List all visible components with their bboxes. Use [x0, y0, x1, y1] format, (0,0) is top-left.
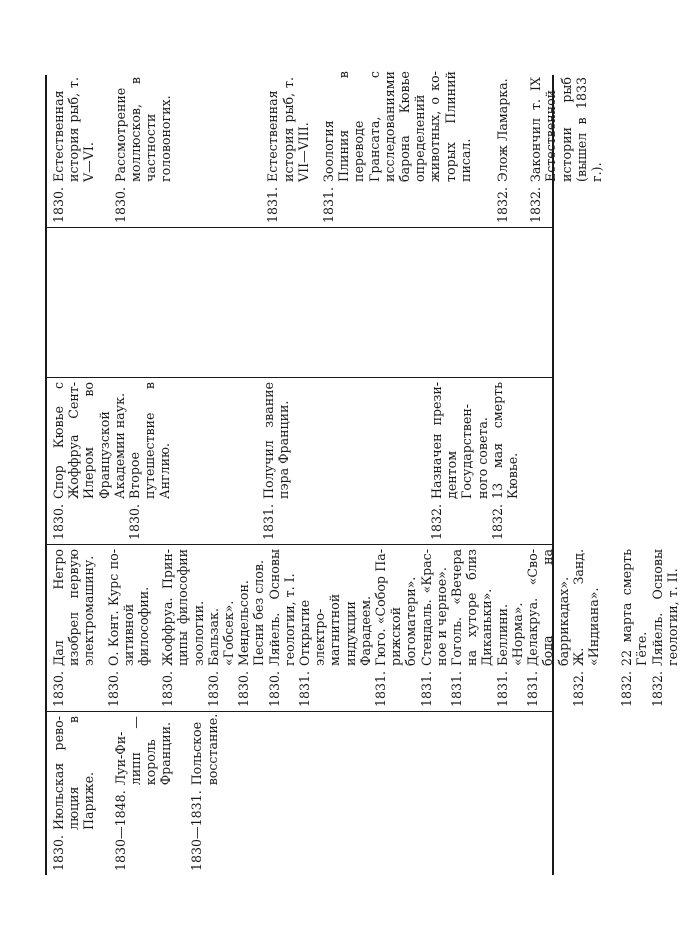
entry-text: Бальзак. «Гобсек».	[205, 600, 237, 666]
column-divider	[45, 544, 554, 545]
entry-year: 1832.	[528, 186, 544, 223]
entry-text: Ж. Занд. «Индиана».	[570, 549, 601, 666]
entry-year: 1831.	[449, 670, 465, 707]
entry-text: Спор Кювье с Жоффруа Сент-Илером во Французской Академии наук.	[51, 382, 127, 499]
entry-text: Зоология Плиния в переводе Грансата, с исследованиями барона Кювье определений животных, о которых Плиний писал.	[321, 71, 473, 182]
table-entry	[51, 77, 97, 223]
entry-year: 1830.	[127, 503, 143, 540]
entry-year: 1832.	[489, 503, 505, 540]
entry-text: 22 марта смерть Гёте.	[619, 549, 650, 666]
table-entry	[429, 382, 490, 540]
chronology-table	[45, 71, 680, 875]
table-entry	[113, 716, 174, 871]
entry-year: 1830.	[105, 670, 121, 707]
entry-year: 1831.	[494, 670, 510, 707]
table-entry	[51, 716, 97, 871]
table-entry	[321, 71, 473, 223]
entry-year: 1830.	[51, 186, 66, 223]
entry-year: 1831.	[321, 186, 337, 223]
entry-text: Получил звание пэра Франции.	[260, 382, 291, 499]
entry-text: Закончил т. IX Естественной истории рыб (вышел в 1833 г.).	[528, 77, 605, 182]
table-entry	[619, 549, 649, 707]
entry-year: 1830.	[51, 834, 66, 871]
entry-text: Ляйель. Основы геологии, т. II.	[649, 549, 680, 666]
table-entry	[267, 549, 297, 707]
entry-text: Открытие электромагнитной индукции Фарадеем.	[297, 593, 373, 666]
column-history	[51, 713, 551, 871]
entry-year: 1832.	[429, 503, 445, 540]
table-entry	[51, 549, 97, 707]
table-entry	[261, 382, 291, 540]
column-cuvier-works	[51, 71, 605, 223]
entry-text: Дал Негро изобрел первую электромашину.	[51, 549, 97, 666]
column-cuvier-life	[51, 382, 551, 540]
entry-text: Естественная история рыб, т. VII—VIII.	[265, 77, 311, 182]
entry-text: Жоффруа. Принципы философии зоологии.	[160, 549, 206, 666]
table-entry	[113, 77, 174, 223]
table-top-rule	[45, 75, 47, 875]
entry-text: Делакруа. «Свобода на баррикадах».	[525, 549, 571, 666]
table-entry	[236, 549, 266, 707]
table-entry	[265, 77, 311, 223]
entry-text: Луи-Филипп — король Франции.	[112, 716, 174, 786]
table-entry	[189, 713, 220, 871]
entry-year: 1830.	[112, 186, 128, 223]
entry-text: Элож Ламарка.	[495, 78, 511, 182]
table-entry	[490, 382, 520, 540]
entry-year: 1830.	[51, 670, 66, 707]
column-culture	[51, 549, 680, 707]
entry-text: Назначен президентом Государственного совета.	[429, 382, 490, 499]
entry-year: 1830—1848.	[112, 790, 128, 871]
column-divider	[45, 711, 554, 712]
entry-year: 1832.	[649, 670, 665, 707]
entry-year: 1831.	[260, 503, 276, 540]
entry-text: Июльская революция в Париже.	[51, 716, 97, 830]
entry-year: 1830.	[51, 503, 66, 540]
entry-year: 1830.	[236, 670, 252, 707]
table-entry	[449, 549, 495, 707]
entry-text: Естественная история рыб, т. V—VI.	[51, 77, 97, 182]
entry-text: Беллини. «Норма».	[494, 602, 525, 666]
table-entry	[525, 549, 571, 707]
entry-text: Гоголь. «Вечера на хуторе близ Диканьки».	[449, 549, 495, 666]
table-entry	[495, 77, 510, 223]
table-entry	[51, 382, 127, 540]
entry-text: Стендаль. «Красное и черное».	[418, 549, 449, 666]
column-divider	[45, 227, 554, 228]
entry-text: Польское восстание.	[189, 713, 220, 786]
entry-text: 13 мая смерть Кювье.	[489, 382, 521, 499]
entry-year: 1832.	[570, 670, 586, 707]
table-entry	[106, 549, 152, 707]
entry-year: 1831.	[418, 670, 434, 707]
entry-year: 1832.	[619, 670, 635, 707]
entry-text: Рассмотрение моллюсков, в частности головоногих.	[112, 77, 174, 182]
table-entry	[571, 549, 601, 707]
entry-year: 1831.	[297, 670, 313, 707]
entry-year: 1830.	[266, 670, 282, 707]
entry-text: О. Конт. Курс позитивной философии.	[105, 549, 152, 666]
entry-year: 1830.	[160, 670, 176, 707]
entry-year: 1831.	[373, 670, 389, 707]
table-entry	[127, 382, 173, 540]
table-entry	[495, 549, 525, 707]
table-entry	[373, 549, 419, 707]
entry-text: Гюго. «Собор Парижской богоматери».	[373, 549, 419, 666]
table-entry	[419, 549, 449, 707]
entry-year: 1831.	[525, 670, 541, 707]
entry-year: 1832.	[495, 186, 511, 223]
entry-year: 1831.	[265, 186, 281, 223]
entry-year: 1830—1831.	[189, 790, 205, 871]
entry-text: Мендельсон. Песни без слов.	[236, 560, 267, 666]
entry-text: Второе путешествие в Англию.	[127, 382, 173, 499]
table-entry	[297, 549, 373, 707]
table-entry	[206, 549, 236, 707]
table-entry	[650, 549, 680, 707]
table-entry	[528, 77, 604, 223]
column-divider	[45, 377, 554, 378]
table-entry	[160, 549, 206, 707]
entry-year: 1830.	[205, 670, 221, 707]
entry-text: Ляйель. Основы геологии, т. I.	[266, 549, 297, 666]
